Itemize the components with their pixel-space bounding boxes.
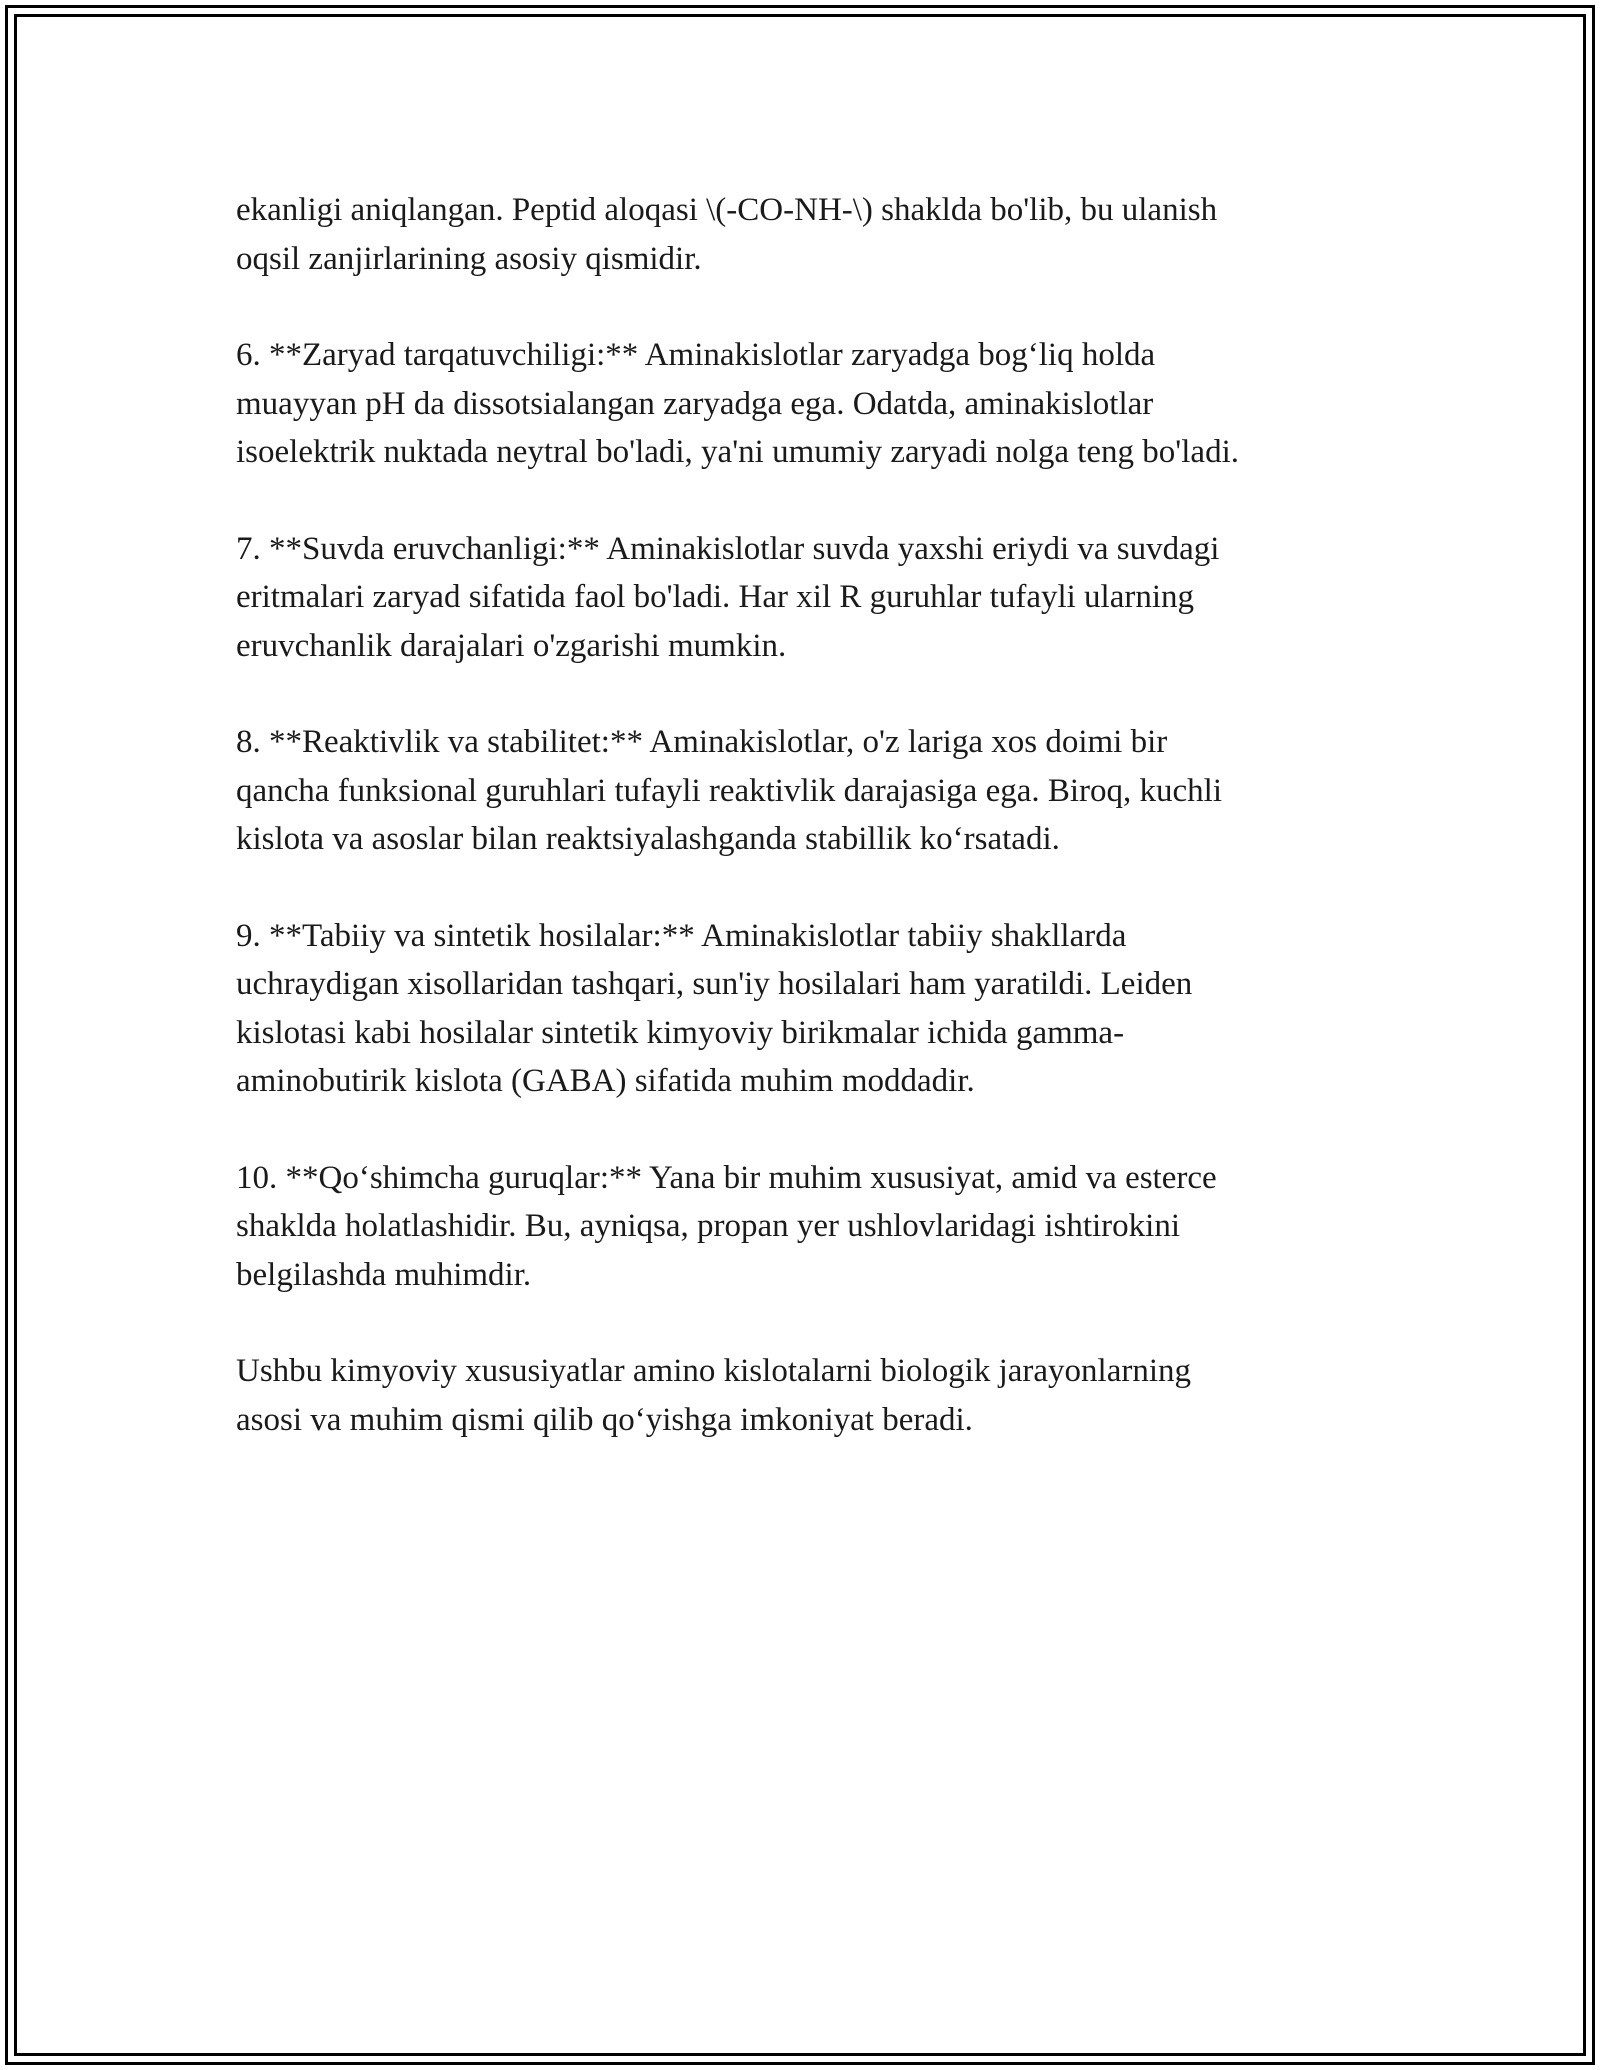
text-line: 7. **Suvda eruvchanligi:** Aminakislotlar suvda yaxshi eriydi va suvdagi — [236, 530, 1220, 567]
text-line: belgilashda muhimdir. — [236, 1256, 532, 1293]
text-line: 9. **Tabiiy va sintetik hosilalar:** Aminakislotlar tabiiy shakllarda — [236, 917, 1127, 954]
text-line: qancha funksional guruhlari tufayli reaktivlik darajasiga ega. Biroq, kuchli — [236, 772, 1223, 809]
paragraph-item-6 — [236, 331, 1416, 477]
paragraph-item-9 — [236, 912, 1416, 1106]
text-line: eruvchanlik darajalari o'zgarishi mumkin. — [236, 627, 787, 664]
paragraph-item-10 — [236, 1154, 1416, 1300]
paragraph-peptide-bond — [236, 186, 1416, 283]
text-line: kislota va asoslar bilan reaktsiyalashganda stabillik ko‘rsatadi. — [236, 821, 1060, 857]
text-line: 6. **Zaryad tarqatuvchiligi:** Aminakislotlar zaryadga bog‘liq holda — [236, 337, 1156, 373]
text-line: ekanligi aniqlangan. Peptid aloqasi \(-CO-NH-\) shaklda bo'lib, bu ulanish — [236, 192, 1218, 228]
text-line: isoelektrik nuktada neytral bo'ladi, ya'ni umumiy zaryadi nolga teng bo'ladi. — [236, 434, 1239, 470]
text-line: Ushbu kimyoviy xususiyatlar amino kislotalarni biologik jarayonlarning — [236, 1353, 1192, 1389]
paragraph-item-8 — [236, 718, 1416, 864]
text-line: eritmalari zaryad sifatida faol bo'ladi. Har xil R guruhlar tufayli ularning — [236, 579, 1195, 615]
text-line: 10. **Qo‘shimcha guruqlar:** Yana bir muhim xususiyat, amid va esterce — [236, 1159, 1217, 1196]
text-line: shaklda holatlashidir. Bu, ayniqsa, propan yer ushlovlaridagi ishtirokini — [236, 1208, 1181, 1244]
text-line: oqsil zanjirlarining asosiy qismidir. — [236, 240, 702, 277]
text-line: asosi va muhim qismi qilib qo‘yishga imkoniyat beradi. — [236, 1401, 973, 1438]
document-body — [236, 186, 1416, 1492]
text-line: kislotasi kabi hosilalar sintetik kimyoviy birikmalar ichida gamma- — [236, 1014, 1125, 1051]
paragraph-conclusion — [236, 1347, 1416, 1444]
text-line: muayyan pH da dissotsialangan zaryadga ega. Odatda, aminakislotlar — [236, 385, 1154, 422]
paragraph-item-7 — [236, 525, 1416, 671]
text-line: aminobutirik kislota (GABA) sifatida muhim moddadir. — [236, 1063, 975, 1099]
text-line: 8. **Reaktivlik va stabilitet:** Aminakislotlar, o'z lariga xos doimi bir — [236, 724, 1168, 760]
text-line: uchraydigan xisollaridan tashqari, sun'iy hosilalari ham yaratildi. Leiden — [236, 966, 1193, 1002]
